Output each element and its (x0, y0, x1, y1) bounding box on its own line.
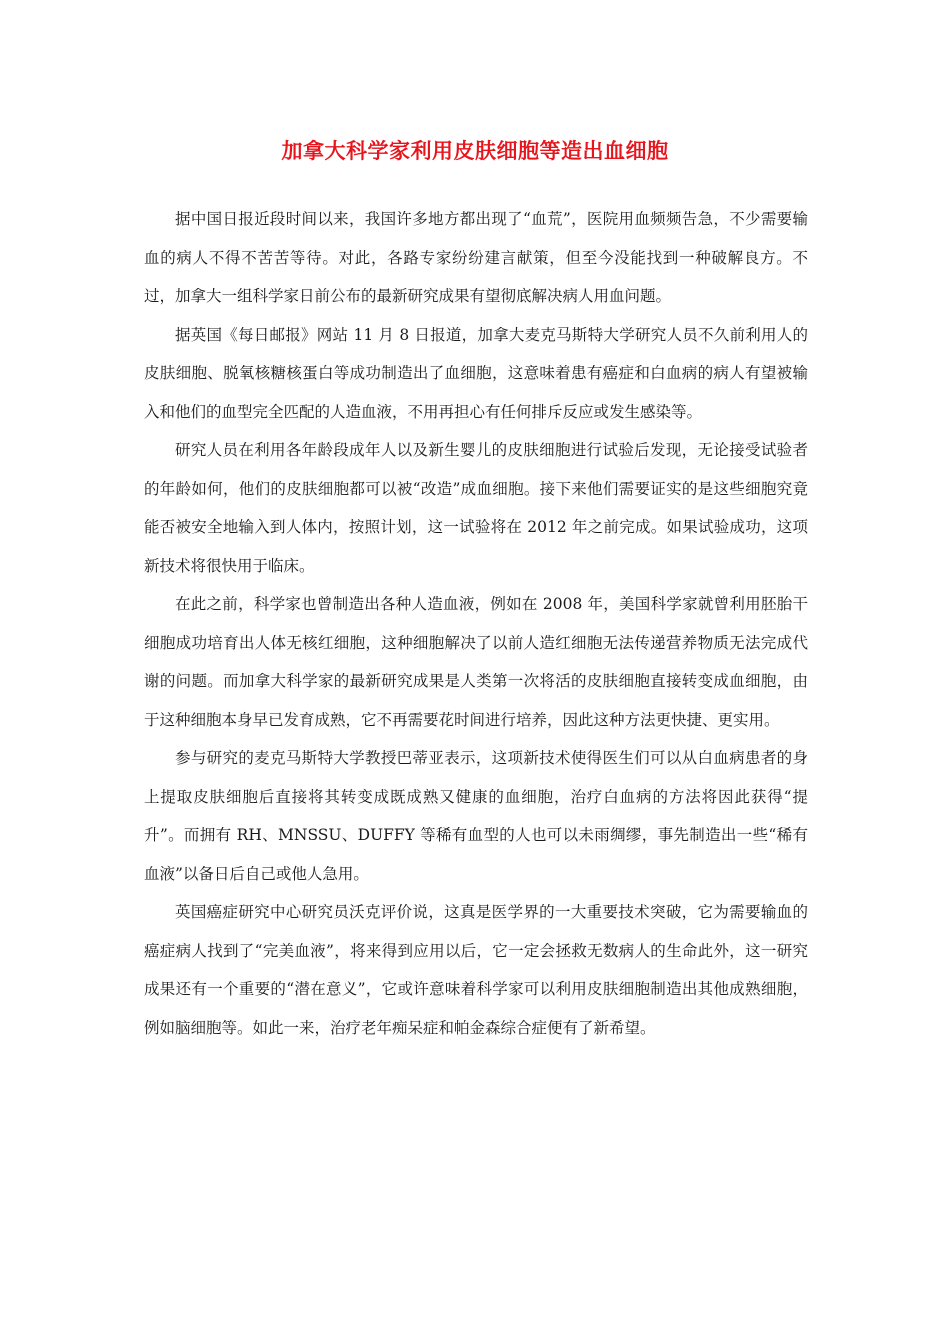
paragraph-5: 参与研究的麦克马斯特大学教授巴蒂亚表示，这项新技术使得医生们可以从白血病患者的身上提取皮肤细胞后直接将其转变成既成熟又健康的血细胞，治疗白血病的方法将因此获得“提升”。而拥有 RH、MNSSU、DUFFY 等稀有血型的人也可以未雨绸缪，事先制造出一些“稀有血液”以备日后自己或他人急用。 (144, 749, 808, 883)
paragraph-2: 据英国《每日邮报》网站 11 月 8 日报道，加拿大麦克马斯特大学研究人员不久前利用人的皮肤细胞、脱氧核糖核蛋白等成功制造出了血细胞，这意味着患有癌症和白血病的病人有望被输入和他们的血型完全匹配的人造血液，不用再担心有任何排斥反应或发生感染等。 (144, 325, 808, 421)
article-title: 加拿大科学家利用皮肤细胞等造出血细胞 (281, 139, 669, 164)
paragraph-3: 研究人员在利用各年龄段成年人以及新生婴儿的皮肤细胞进行试验后发现，无论接受试验者的年龄如何，他们的皮肤细胞都可以被“改造”成血细胞。接下来他们需要证实的是这些细胞究竟能否被安全地输入到人体内，按照计划，这一试验将在 2012 年之前完成。如果试验成功，这项新技术将很快用于临床。 (144, 441, 808, 575)
article-body (144, 200, 808, 1047)
paragraph-4: 在此之前，科学家也曾制造出各种人造血液，例如在 2008 年，美国科学家就曾利用胚胎干细胞成功培育出人体无核红细胞，这种细胞解决了以前人造红细胞无法传递营养物质无法完成代谢的问题。而加拿大科学家的最新研究成果是人类第一次将活的皮肤细胞直接转变成血细胞，由于这种细胞本身早已发育成熟，它不再需要花时间进行培养，因此这种方法更快捷、更实用。 (144, 595, 808, 729)
paragraph-6: 英国癌症研究中心研究员沃克评价说，这真是医学界的一大重要技术突破，它为需要输血的癌症病人找到了“完美血液”，将来得到应用以后，它一定会拯救无数病人的生命此外，这一研究成果还有一个重要的“潜在意义”，它或许意味着科学家可以利用皮肤细胞制造出其他成熟细胞，例如脑细胞等。如此一来，治疗老年痴呆症和帕金森综合症便有了新希望。 (144, 903, 808, 1037)
paragraph-1: 据中国日报近段时间以来，我国许多地方都出现了“血荒”，医院用血频频告急，不少需要输血的病人不得不苦苦等待。对此，各路专家纷纷建言献策，但至今没能找到一种破解良方。不过，加拿大一组科学家日前公布的最新研究成果有望彻底解决病人用血问题。 (144, 210, 808, 305)
